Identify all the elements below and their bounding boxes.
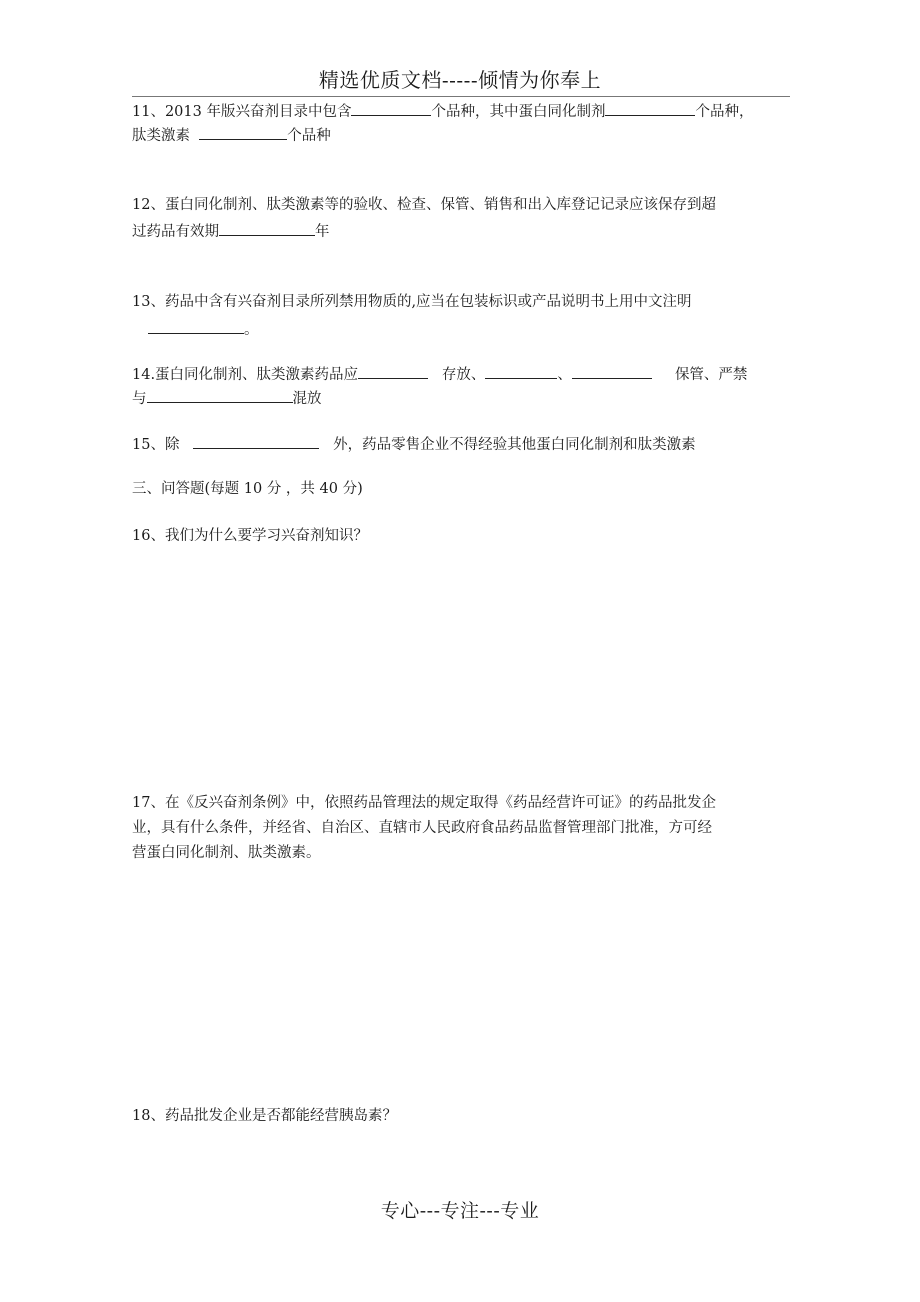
q11-text-3: 个品种， (695, 104, 754, 120)
q11-text-4: 肽类激素 (132, 128, 190, 144)
q11-blank-1[interactable] (351, 101, 431, 116)
question-17-line-2: 业，具有什么条件，并经省、自治区、直辖市人民政府食品药品监督管理部门批准，方可经 (132, 820, 712, 836)
q15-text-1: 15、除 (132, 437, 180, 453)
question-11-line-2 (132, 125, 331, 145)
question-17-line-3: 营蛋白同化制剂、肽类激素。 (132, 845, 321, 861)
page-header-title: 精选优质文档-----倾情为你奉上 (318, 68, 602, 92)
section-3-heading: 三、问答题(每题 10 分 ，共 40 分) (132, 481, 363, 497)
question-14-line-2 (132, 388, 322, 408)
q14-text-1: 14.蛋白同化制剂、肽类激素药品应 (132, 367, 359, 383)
q15-text-2: 外，药品零售企业不得经验其他蛋白同化制剂和肽类激素 (333, 437, 696, 453)
question-16: 16、我们为什么要学习兴奋剂知识？ (132, 528, 368, 544)
q11-text-1: 11、2013 年版兴奋剂目录中包含 (132, 104, 352, 120)
header-divider (132, 96, 790, 97)
q14-text-4: 保管、严禁 (674, 367, 748, 383)
q15-blank-1[interactable] (193, 434, 319, 449)
question-18: 18、药品批发企业是否都能经营胰岛素？ (132, 1108, 397, 1124)
q11-blank-2[interactable] (605, 101, 695, 116)
q13-blank-1[interactable] (148, 319, 244, 334)
q12-blank-1[interactable] (219, 221, 315, 236)
q14-text-6: 混放 (292, 391, 322, 407)
q14-blank-3[interactable] (572, 364, 652, 379)
q13-text-end: 。 (244, 322, 259, 338)
q11-text-2: 个品种，其中蛋白同化制剂 (431, 104, 606, 120)
page-footer: 专心---专注---专业 (380, 1200, 540, 1222)
question-13-line-2 (148, 319, 259, 339)
question-11-line-1 (132, 101, 753, 121)
question-15-line (132, 434, 696, 454)
q11-blank-3[interactable] (199, 125, 287, 140)
q11-text-5: 个品种 (287, 128, 331, 144)
question-12-line-1: 12、蛋白同化制剂、肽类激素等的验收、检查、保管、销售和出入库登记记录应该保存到超 (132, 197, 716, 213)
q14-text-2: 存放、 (441, 367, 486, 383)
q12-text-3: 年 (315, 224, 330, 240)
q14-text-5: 与 (132, 391, 147, 407)
question-13-line-1: 13、药品中含有兴奋剂目录所列禁用物质的,应当在包装标识或产品说明书上用中文注明 (132, 294, 692, 310)
q14-blank-2[interactable] (485, 364, 557, 379)
question-17-line-1: 17、在《反兴奋剂条例》中，依照药品管理法的规定取得《药品经营许可证》的药品批发企 (132, 795, 716, 811)
q14-text-3: 、 (557, 367, 572, 383)
question-12-line-2 (132, 221, 330, 241)
question-14-line-1 (132, 364, 747, 384)
q14-blank-1[interactable] (358, 364, 428, 379)
q12-text-2: 过药品有效期 (132, 224, 219, 240)
q14-blank-4[interactable] (147, 388, 293, 403)
